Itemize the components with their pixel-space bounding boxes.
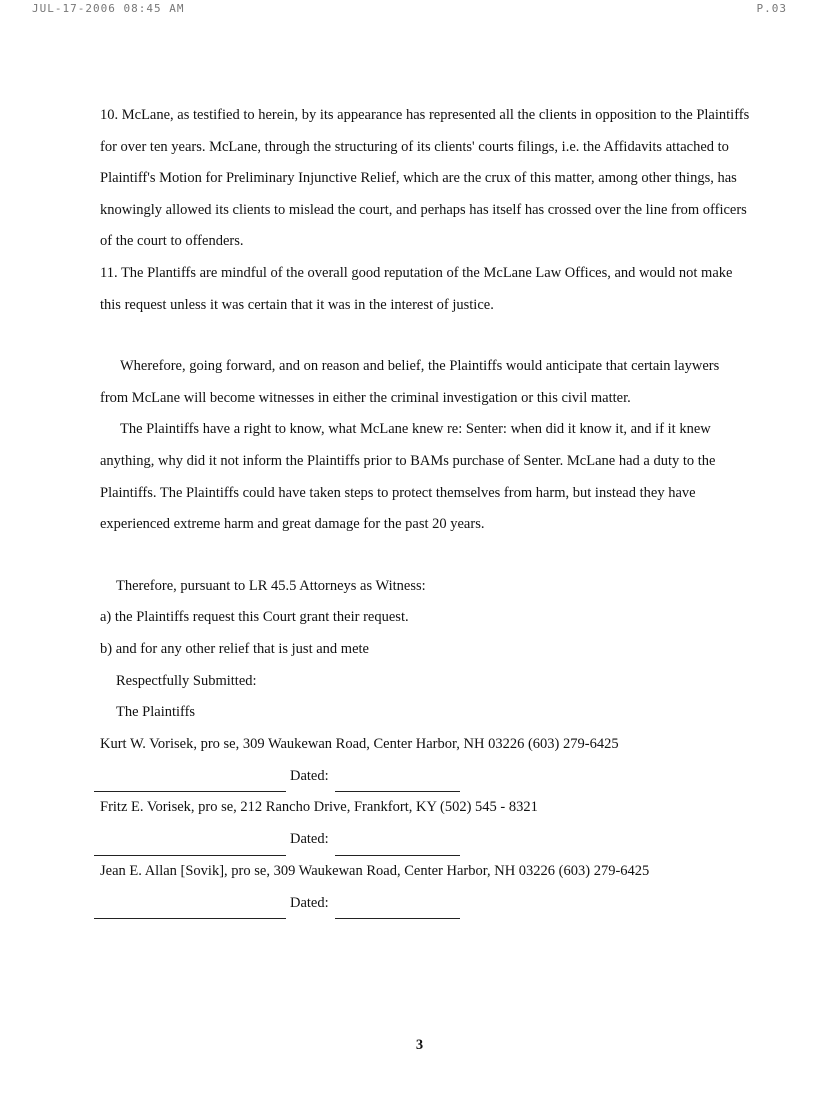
plaintiffs-label: The Plaintiffs [116,704,196,721]
paragraph-right-to-know-text: The Plaintiffs have a right to know, what McLane knew re: Senter: when did it know it, and if it knew anything, why did it not inform the Plaintiffs prior to BAMs purchase of Senter. McLane had a duty to the Plaintiffs. The Plaintiffs could have taken steps to protect themselves from harm, but instead they have experienced extreme harm and great damage for the past 20 years. [100,421,716,533]
signatory-1-name: Kurt W. Vorisek, pro se, 309 Waukewan Road, Center Harbor, NH 03226 (603) 279-6425 [100,735,619,752]
signature-line [94,837,286,856]
paragraph-10-text: 10. McLane, as testified to herein, by its appearance has represented all the clients in opposition to the Plaintiffs for over ten years. McLane, through the structuring of its clients' courts filings, i.e. the Affidavits attached to Plaintiff's Motion for Preliminary Injunctive Relief, which are the crux of this matter, among other things, has knowingly allowed its clients to mislead the court, and perhaps has itself has crossed over the line from officers of the court to offenders. [100,107,750,250]
paragraph-wherefore-text: Wherefore, going forward, and on reason and belief, the Plaintiffs would anticipate that certain laywers from McLane will become witnesses in either the criminal investigation or this civil matter. [100,358,720,406]
dated-label: Dated: [290,894,329,911]
date-line [335,773,460,792]
spacer [100,321,750,351]
date-line [335,900,460,919]
signatory-2-name: Fritz E. Vorisek, pro se, 212 Rancho Drive, Frankfort, KY (502) 545 - 8321 [100,799,538,816]
respectfully-submitted: Respectfully Submitted: [116,672,257,689]
signatory-1-signature-row [100,760,750,792]
page-number: 3 [415,1037,424,1053]
spacer [100,541,750,571]
fax-header [0,2,839,16]
fax-timestamp: JUL-17-2006 08:45 AM [32,2,185,15]
paragraph-10 [100,100,750,258]
request-item-a: a) the Plaintiffs request this Court grant their request. [100,609,409,626]
dated-label: Dated: [290,767,329,784]
signatory-3-name: Jean E. Allan [Sovik], pro se, 309 Waukewan Road, Center Harbor, NH 03226 (603) 279-6425 [100,862,650,879]
paragraph-wherefore [100,351,750,414]
fax-page-marker: P.03 [756,2,787,15]
paragraph-right-to-know [100,414,750,540]
dated-label: Dated: [290,831,329,848]
signatory-2-signature-row [100,824,750,856]
paragraph-11-text: 11. The Plantiffs are mindful of the overall good reputation of the McLane Law Offices, and would not make this request unless it was certain that it was in the interest of justice. [100,264,733,313]
signature-line [94,773,286,792]
document-body [100,100,750,919]
therefore-line: Therefore, pursuant to LR 45.5 Attorneys as Witness: [116,577,426,594]
paragraph-11 [100,258,750,321]
signature-line [94,900,286,919]
date-line [335,837,460,856]
signatory-3-signature-row [100,887,750,919]
request-item-b: b) and for any other relief that is just and mete [100,640,369,657]
